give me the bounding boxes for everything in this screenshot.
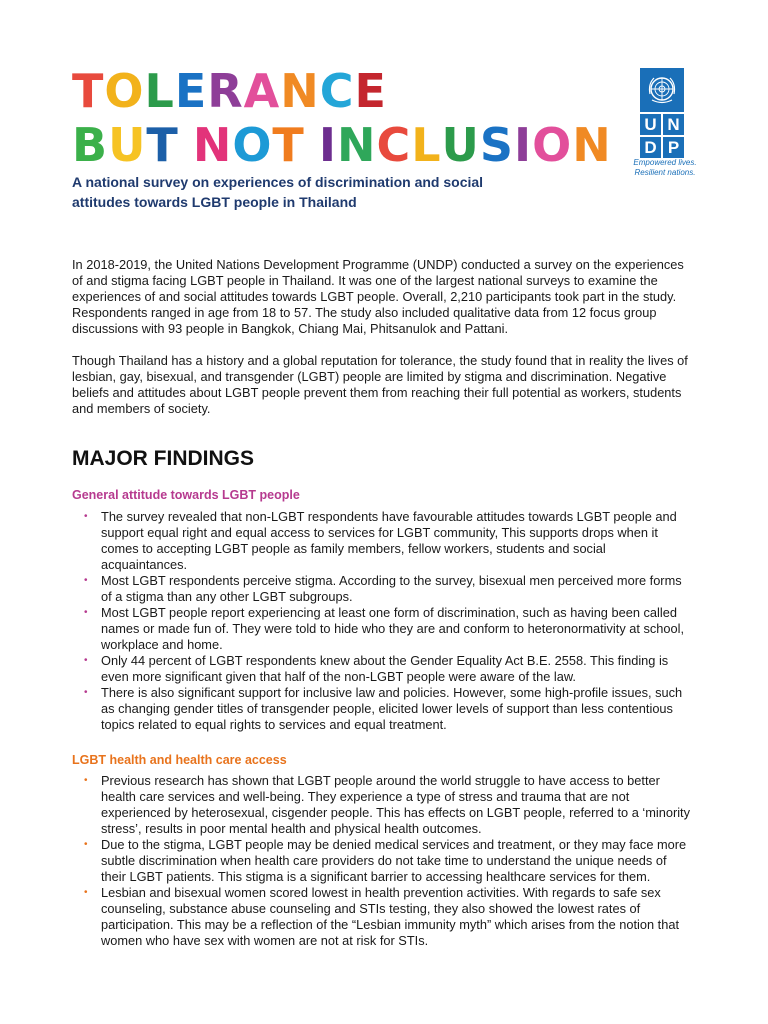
title-line-1 — [72, 64, 592, 118]
bullet-dot-icon: • — [84, 607, 88, 618]
un-emblem-icon — [640, 68, 684, 112]
title-letter: N — [572, 118, 612, 172]
tagline-line-1: Empowered lives. — [633, 158, 697, 167]
section-heading-health: LGBT health and health care access — [72, 753, 287, 767]
title-letter: E — [174, 64, 208, 118]
logo-letter-n: N — [663, 114, 684, 135]
bullet-dot-icon: • — [84, 839, 88, 850]
list-item — [84, 773, 694, 837]
bullet-dot-icon: • — [84, 775, 88, 786]
bullet-dot-icon: • — [84, 655, 88, 666]
title-letter: O — [232, 118, 273, 172]
undp-logo — [640, 68, 686, 158]
logo-letter-p: P — [663, 137, 684, 158]
title-letter: O — [532, 118, 573, 172]
title-letter: L — [411, 118, 442, 172]
bullet-text: The survey revealed that non-LGBT respondents have favourable attitudes towards LGBT people and support equal right and equal access to services for LGBT community, This supports drops when it comes to accepting LGBT people as family members, fellow workers, students and social acquaintances. — [101, 509, 677, 572]
undp-letters — [640, 114, 686, 158]
title-letter: T — [272, 118, 305, 172]
title-letter: E — [354, 64, 387, 118]
major-findings-heading: MAJOR FINDINGS — [72, 447, 255, 470]
title-letter: N — [192, 118, 233, 172]
title-letter: C — [376, 118, 412, 172]
title-letter: C — [319, 64, 355, 118]
bullet-text: Due to the stigma, LGBT people may be denied medical services and treatment, or they may face more subtle discrimination when health care providers do not take time to understand the unique needs of their LGBT patients. This stigma is a significant barrier to accessing healthcare services for them. — [101, 837, 687, 884]
bullet-text: Previous research has shown that LGBT people around the world struggle to have access to better health care services and well-being. They experience a type of stress and trauma that are not experienced by heterosexual, cisgender people. This has effects on LGBT people, referred to a ‘minority stress’, results in poor mental health and physical health outcomes. — [101, 773, 691, 836]
bullet-dot-icon: • — [84, 511, 88, 522]
title-letter: I — [318, 118, 337, 172]
title-letter: T — [146, 118, 179, 172]
list-item — [84, 573, 694, 605]
bullet-text: Most LGBT people report experiencing at least one form of discrimination, such as having been called names or made fun of. They were told to hide who they are and conform to heteronormativity at school, workplace and home. — [101, 605, 685, 652]
intro-paragraph-1: In 2018-2019, the United Nations Development Programme (UNDP) conducted a survey on the experiences of and stigma facing LGBT people in Thailand. It was one of the largest national surveys to examine the experiences of and social attitudes towards LGBT people. Overall, 2,210 participants took part in the study. Respondents ranged in age from 18 to 57. The study also included qualitative data from 12 focus group discussions with 93 people in Bangkok, Chiang Mai, Phitsanulok and Pattani. — [72, 257, 684, 336]
logo-letter-d: D — [640, 137, 661, 158]
list-item — [84, 653, 694, 685]
title-letter: U — [441, 118, 480, 172]
bullet-text: Only 44 percent of LGBT respondents knew about the Gender Equality Act B.E. 2558. This finding is even more significant given that half of the non-LGBT people were aware of the law. — [101, 653, 669, 684]
document-title — [72, 64, 612, 172]
health-bullet-list — [84, 773, 694, 949]
title-letter: O — [104, 64, 145, 118]
title-letter: I — [514, 118, 533, 172]
title-letter: N — [280, 64, 320, 118]
section-heading-attitudes: General attitude towards LGBT people — [72, 488, 300, 502]
list-item — [84, 509, 694, 573]
title-letter: L — [144, 64, 175, 118]
title-letter — [305, 118, 319, 172]
list-item — [84, 837, 694, 885]
undp-tagline — [620, 158, 710, 178]
logo-letter-u: U — [640, 114, 661, 135]
intro-paragraph-2: Though Thailand has a history and a global reputation for tolerance, the study found that in reality the lives of lesbian, gay, bisexual, and transgender (LGBT) people are limited by stigma and discrimination. Negative beliefs and attitudes about LGBT people prevent them from reaching their full potential as workers, students and members of society. — [72, 353, 688, 416]
title-letter: R — [207, 64, 244, 118]
bullet-dot-icon: • — [84, 575, 88, 586]
list-item — [84, 605, 694, 653]
title-letter: T — [72, 64, 105, 118]
bullet-text: Lesbian and bisexual women scored lowest in health prevention activities. With regards to safe sex counseling, substance abuse counseling and STIs testing, they also showed the lowest rates of participation. This may be a reflection of the “Lesbian immunity myth” which arises from the notion that women who have sex with women are not at risk for STIs. — [101, 885, 680, 948]
title-letter: A — [243, 64, 281, 118]
title-letter: S — [479, 118, 515, 172]
bullet-dot-icon: • — [84, 887, 88, 898]
bullet-text: There is also significant support for inclusive law and policies. However, some high-profile issues, such as changing gender titles of transgender people, elicited lower levels of support than less contentious topics related to equal rights to services and equal treatment. — [101, 685, 683, 732]
title-letter: U — [108, 118, 147, 172]
title-letter: N — [336, 118, 377, 172]
attitudes-bullet-list — [84, 509, 694, 733]
title-letter: B — [72, 118, 109, 172]
tagline-line-2: Resilient nations. — [634, 168, 696, 177]
list-item — [84, 885, 694, 949]
title-line-2 — [72, 118, 612, 172]
bullet-text: Most LGBT respondents perceive stigma. According to the survey, bisexual men perceived more forms of a stigma than any other LGBT subgroups. — [101, 573, 682, 604]
list-item — [84, 685, 694, 733]
title-letter — [179, 118, 193, 172]
bullet-dot-icon: • — [84, 687, 88, 698]
document-subtitle: A national survey on experiences of discrimination and social attitudes towards LGBT people in Thailand — [72, 174, 484, 210]
